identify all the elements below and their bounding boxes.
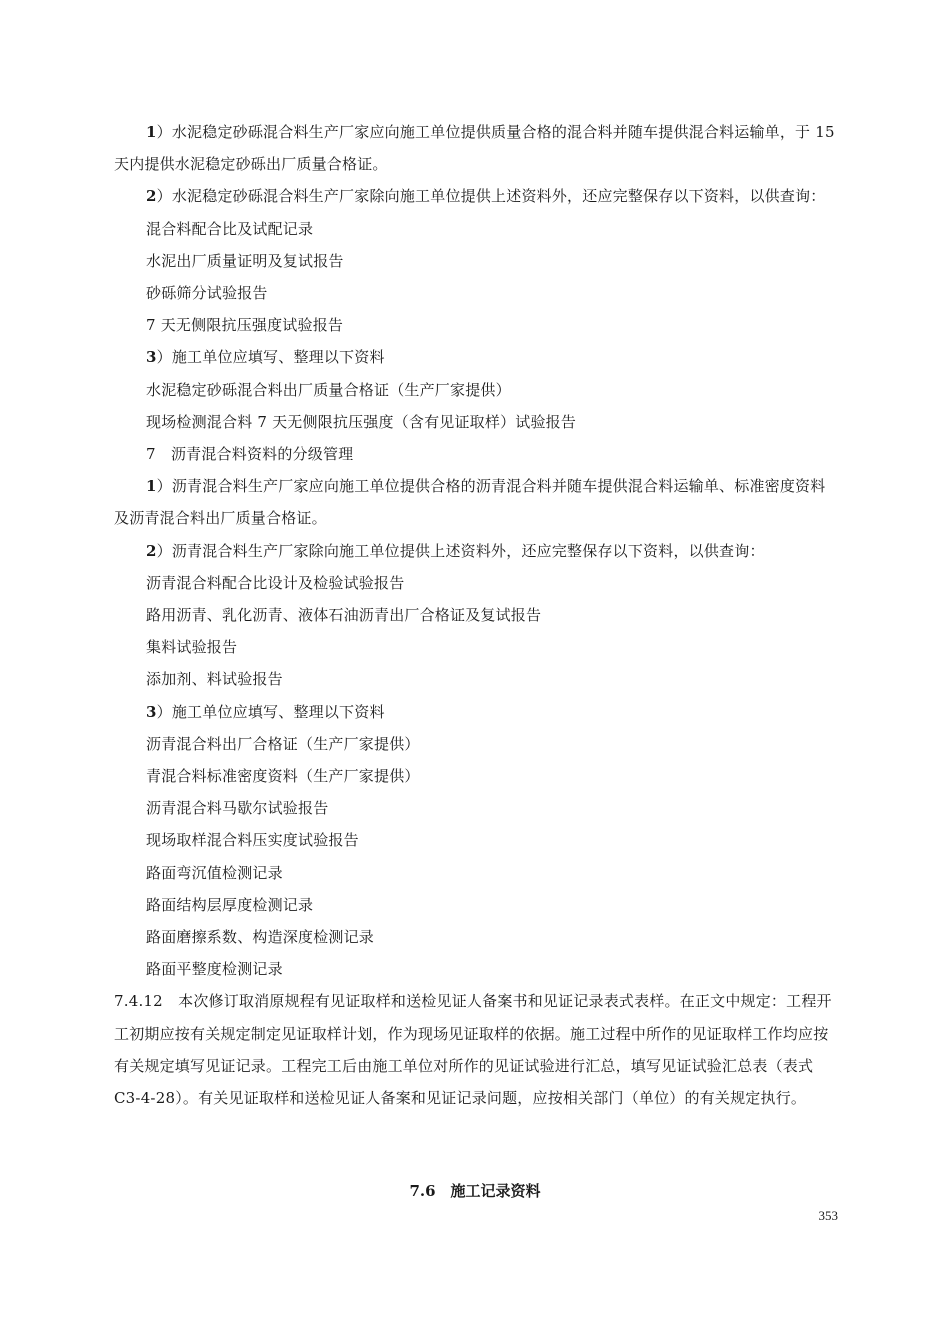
- item-number: 2: [146, 541, 157, 560]
- list-item: 路用沥青、乳化沥青、液体石油沥青出厂合格证及复试报告: [146, 606, 542, 625]
- list-item: 添加剂、料试验报告: [146, 670, 283, 689]
- paragraph-cement-3: [114, 341, 838, 373]
- clause-number: 7.4.12: [114, 992, 163, 1011]
- item-number: 1: [146, 477, 157, 496]
- list-item: 集料试验报告: [146, 638, 238, 657]
- list-item: 沥青混合料出厂合格证（生产厂家提供）: [146, 734, 420, 753]
- paragraph-cement-2: [114, 180, 838, 212]
- list-item: 沥青混合料马歇尔试验报告: [146, 799, 329, 818]
- paragraph-text: ）水泥稳定砂砾混合料生产厂家应向施工单位提供质量合格的混合料并随车提供混合料运输单，于 15 天内提供水泥稳定砂砾出厂质量合格证。: [114, 123, 835, 174]
- paragraph-text: ）水泥稳定砂砾混合料生产厂家除向施工单位提供上述资料外，还应完整保存以下资料，以供查询：: [156, 187, 826, 206]
- item-number: 1: [146, 123, 157, 141]
- list-item: 路面结构层厚度检测记录: [146, 895, 314, 914]
- list-item: 水泥出厂质量证明及复试报告: [146, 251, 344, 270]
- clause-7-4-12: [114, 985, 838, 1114]
- list-item: 水泥稳定砂砾混合料出厂质量合格证（生产厂家提供）: [146, 380, 511, 399]
- list-item: 路面弯沉值检测记录: [146, 863, 283, 882]
- body-text: [114, 116, 838, 1114]
- item-number: 3: [146, 702, 157, 721]
- clause-text: 本次修订取消原规程有见证取样和送检见证人备案书和见证记录表式表样。在正文中规定：工程开工初期应按有关规定制定见证取样计划，作为现场见证取样的依据。施工过程中所作的见证取样工作均应按有关规定填写见证记录。工程完工后由施工单位对所作的见证试验进行汇总，填写见证试验汇总表（表式 C3-4-28）。有关见证取样和送检见证人备案和见证记录问题，应按相关部门（单位）的有关规定执行。: [114, 992, 832, 1108]
- paragraph-text: ）沥青混合料生产厂家应向施工单位提供合格的沥青混合料并随车提供混合料运输单、标准密度资料及沥青混合料出厂质量合格证。: [114, 477, 826, 528]
- list-item: 沥青混合料配合比设计及检验试验报告: [146, 573, 405, 592]
- list-item: 青混合料标准密度资料（生产厂家提供）: [146, 767, 420, 786]
- paragraph-text: ）施工单位应填写、整理以下资料: [156, 702, 385, 721]
- page-number: 353: [818, 1208, 838, 1223]
- heading-7: 7 沥青混合料资料的分级管理: [146, 445, 354, 464]
- list-item: 混合料配合比及试配记录: [146, 219, 314, 238]
- list-item: 现场检测混合料 7 天无侧限抗压强度（含有见证取样）试验报告: [146, 412, 577, 431]
- paragraph-asphalt-1: [114, 470, 838, 534]
- paragraph-asphalt-3: [114, 696, 838, 728]
- item-number: 3: [146, 348, 157, 367]
- section-title: 7.6 施工记录资料: [409, 1182, 541, 1200]
- list-item: 现场取样混合料压实度试验报告: [146, 831, 359, 850]
- paragraph-text: ）沥青混合料生产厂家除向施工单位提供上述资料外，还应完整保存以下资料，以供查询：: [156, 541, 765, 560]
- item-number: 2: [146, 187, 157, 206]
- list-item: 路面平整度检测记录: [146, 960, 283, 979]
- list-item: 砂砾筛分试验报告: [146, 284, 268, 303]
- list-item: 路面磨擦系数、构造深度检测记录: [146, 928, 375, 947]
- paragraph-asphalt-2: [114, 535, 838, 567]
- paragraph-cement-1: [114, 116, 838, 180]
- list-item: 7 天无侧限抗压强度试验报告: [146, 316, 344, 335]
- paragraph-text: ）施工单位应填写、整理以下资料: [156, 348, 385, 367]
